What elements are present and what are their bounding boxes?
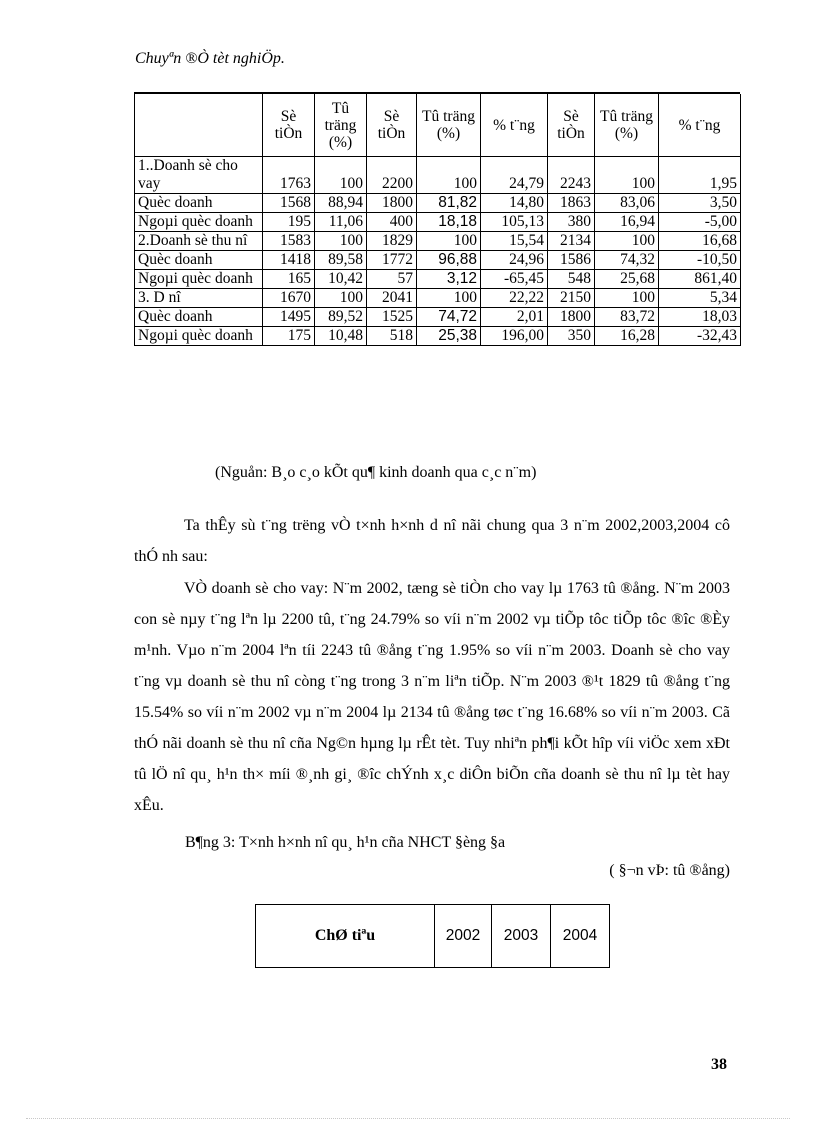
table-cell: 10,48 bbox=[315, 327, 367, 346]
table-cell: -65,45 bbox=[481, 270, 548, 289]
page-number: 38 bbox=[711, 1056, 727, 1073]
table-cell: 100 bbox=[595, 289, 659, 308]
table-cell: 2150 bbox=[548, 289, 595, 308]
table-cell: 1568 bbox=[263, 194, 315, 213]
table-cell: 350 bbox=[548, 327, 595, 346]
table-cell: 57 bbox=[367, 270, 417, 289]
header-cell: % t¨ng bbox=[481, 94, 548, 157]
table-cell: 2243 bbox=[548, 157, 595, 194]
paragraph-loan-analysis: VÒ doanh sè cho vay: N¨m 2002, tæng sè tiÒn cho vay lµ 1763 tû ®ång. N¨m 2003 con sè nµy t¨ng lªn lµ 2200 tû, t¨ng 24.79% so víi n¨m 2002 vµ tiÕp tôc tiÕp tôc ®îc ®Èy m¹nh. Vµo n¨m 2004 lªn tíi 2243 tû ®ång t¨ng 1.95% so víi n¨m 2003. Doanh sè cho vay t¨ng vµ doanh sè thu nî còng t¨ng trong 3 n¨m liªn tiÕp. N¨m 2003 ®¹t 1829 tû ®ång t¨ng 15.54% so víi n¨m 2002 vµ n¨m 2004 lµ 2134 tû ®ång tøc t¨ng 16.68% so víi n¨m 2003. Cã thÓ nãi doanh sè thu nî cña Ng©n hµng lµ rÊt tèt. Tuy nhiªn ph¶i kÕt hîp víi viÖc xem xÐt tû lÖ nî qu¸ h¹n th× míi ®¸nh gi¸ ®îc chÝnh x¸c diÔn biÕn cña doanh sè thu nî lµ tèt hay xÊu. bbox=[134, 580, 730, 814]
table-cell: 5,34 bbox=[659, 289, 741, 308]
table-row bbox=[135, 251, 741, 270]
table-cell: 100 bbox=[315, 232, 367, 251]
table-cell: 15,54 bbox=[481, 232, 548, 251]
table-cell: 861,40 bbox=[659, 270, 741, 289]
table-cell: 3,50 bbox=[659, 194, 741, 213]
table-cell: 88,94 bbox=[315, 194, 367, 213]
loan-statistics-table bbox=[134, 94, 741, 346]
paragraph-intro: Ta thÊy sù t¨ng trëng vÒ t×nh h×nh d nî nãi chung qua 3 n¨m 2002,2003,2004 cô thÓ nh sau: bbox=[134, 517, 730, 565]
table-cell: 100 bbox=[315, 157, 367, 194]
table-unit-note: ( §¬n vÞ: tû ®ång) bbox=[609, 862, 730, 879]
table-cell: 548 bbox=[548, 270, 595, 289]
table-cell: 100 bbox=[417, 232, 481, 251]
table-row bbox=[135, 270, 741, 289]
table-cell: -5,00 bbox=[659, 213, 741, 232]
table-cell: -32,43 bbox=[659, 327, 741, 346]
table-cell: 89,52 bbox=[315, 308, 367, 327]
row-label: Ngoµi quèc doanh bbox=[135, 327, 263, 346]
table-header-row bbox=[135, 94, 741, 157]
table-caption: B¶ng 3: T×nh h×nh nî qu¸ h¹n cña NHCT §èng §a bbox=[185, 834, 506, 851]
header-cell: Tû träng (%) bbox=[315, 94, 367, 157]
table-cell: 1495 bbox=[263, 308, 315, 327]
row-label: Quèc doanh bbox=[135, 251, 263, 270]
table-cell: 380 bbox=[548, 213, 595, 232]
table-cell: 24,96 bbox=[481, 251, 548, 270]
row-label: 2.Doanh sè thu nî bbox=[135, 232, 263, 251]
table-cell: 18,18 bbox=[417, 213, 481, 232]
header-cell: Sè tiÒn bbox=[263, 94, 315, 157]
table-cell: 195 bbox=[263, 213, 315, 232]
table-cell: 100 bbox=[417, 157, 481, 194]
row-label: Ngoµi quèc doanh bbox=[135, 213, 263, 232]
table-row bbox=[135, 232, 741, 251]
table-cell: 16,68 bbox=[659, 232, 741, 251]
table-cell: 196,00 bbox=[481, 327, 548, 346]
table-row bbox=[135, 157, 741, 194]
table-cell: 1583 bbox=[263, 232, 315, 251]
table-cell: 400 bbox=[367, 213, 417, 232]
table-cell: 1,95 bbox=[659, 157, 741, 194]
table-cell: 1525 bbox=[367, 308, 417, 327]
table-cell: 89,58 bbox=[315, 251, 367, 270]
table-cell: 1829 bbox=[367, 232, 417, 251]
table-cell: 2,01 bbox=[481, 308, 548, 327]
table-cell: 25,38 bbox=[417, 327, 481, 346]
table-cell: 105,13 bbox=[481, 213, 548, 232]
table-cell: 100 bbox=[315, 289, 367, 308]
row-label: 3. D nî bbox=[135, 289, 263, 308]
table-cell: 1763 bbox=[263, 157, 315, 194]
row-label: 1..Doanh sè cho vay bbox=[135, 157, 263, 194]
table-cell: 3,12 bbox=[417, 270, 481, 289]
table-row bbox=[135, 308, 741, 327]
table-cell: 518 bbox=[367, 327, 417, 346]
header-cell: ChØ tiªu bbox=[256, 905, 435, 968]
table-cell: 1800 bbox=[367, 194, 417, 213]
table-cell: 81,82 bbox=[417, 194, 481, 213]
table-cell: 24,79 bbox=[481, 157, 548, 194]
header-cell: 2002 bbox=[435, 905, 492, 968]
table-cell: 25,68 bbox=[595, 270, 659, 289]
table-cell: 1800 bbox=[548, 308, 595, 327]
table-cell: 14,80 bbox=[481, 194, 548, 213]
table-cell: 2134 bbox=[548, 232, 595, 251]
table-cell: 11,06 bbox=[315, 213, 367, 232]
table-cell: 74,32 bbox=[595, 251, 659, 270]
table-cell: 1670 bbox=[263, 289, 315, 308]
table-cell: 165 bbox=[263, 270, 315, 289]
header-cell: Sè tiÒn bbox=[548, 94, 595, 157]
table-row bbox=[135, 327, 741, 346]
header-cell: 2003 bbox=[492, 905, 551, 968]
page-header: Chuyªn ®Ò tèt nghiÖp. bbox=[135, 50, 285, 67]
row-label: Ngoµi quèc doanh bbox=[135, 270, 263, 289]
table-cell: 22,22 bbox=[481, 289, 548, 308]
table-row bbox=[135, 213, 741, 232]
page-bottom-dotted-line bbox=[26, 1118, 790, 1119]
header-cell bbox=[135, 94, 263, 157]
table-cell: 83,06 bbox=[595, 194, 659, 213]
table-cell: 16,28 bbox=[595, 327, 659, 346]
table-cell: 1418 bbox=[263, 251, 315, 270]
table-cell: 2200 bbox=[367, 157, 417, 194]
table-header-row bbox=[256, 905, 610, 968]
header-cell: % t¨ng bbox=[659, 94, 741, 157]
row-label: Quèc doanh bbox=[135, 308, 263, 327]
table-cell: 96,88 bbox=[417, 251, 481, 270]
table-cell: 1863 bbox=[548, 194, 595, 213]
header-cell: Tû träng (%) bbox=[417, 94, 481, 157]
loan-statistics-table-wrap bbox=[134, 92, 740, 346]
table-source-note: (Nguån: B¸o c¸o kÕt qu¶ kinh doanh qua c¸c n¨m) bbox=[215, 464, 537, 481]
table-cell: 175 bbox=[263, 327, 315, 346]
table-cell: 2041 bbox=[367, 289, 417, 308]
row-label: Quèc doanh bbox=[135, 194, 263, 213]
table-cell: -10,50 bbox=[659, 251, 741, 270]
table-cell: 1772 bbox=[367, 251, 417, 270]
table-row bbox=[135, 194, 741, 213]
table-top-rule bbox=[134, 92, 740, 94]
table-cell: 18,03 bbox=[659, 308, 741, 327]
table-cell: 10,42 bbox=[315, 270, 367, 289]
table-cell: 83,72 bbox=[595, 308, 659, 327]
table-cell: 74,72 bbox=[417, 308, 481, 327]
table-cell: 100 bbox=[417, 289, 481, 308]
table-cell: 100 bbox=[595, 232, 659, 251]
overdue-debt-table bbox=[255, 904, 610, 968]
table-row bbox=[135, 289, 741, 308]
table-cell: 1586 bbox=[548, 251, 595, 270]
header-cell: Tû träng (%) bbox=[595, 94, 659, 157]
table-cell: 100 bbox=[595, 157, 659, 194]
header-cell: 2004 bbox=[551, 905, 610, 968]
header-cell: Sè tiÒn bbox=[367, 94, 417, 157]
table-cell: 16,94 bbox=[595, 213, 659, 232]
